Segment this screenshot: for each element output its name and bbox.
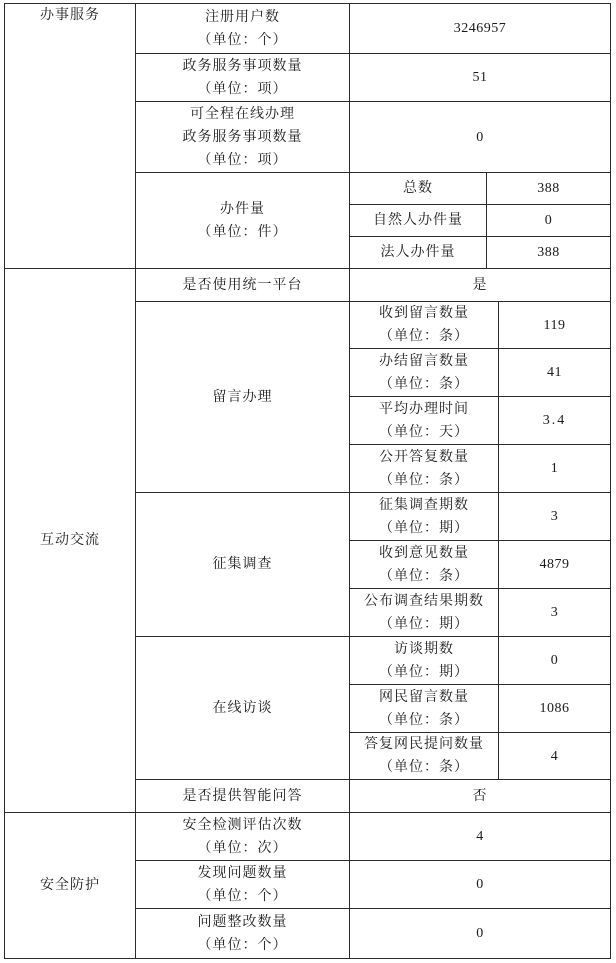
- smart-qa-value: 否: [472, 787, 488, 804]
- survey-periods-label: 征集调查期数 （单位：期）: [379, 496, 469, 536]
- online-items-value: 0: [476, 129, 484, 145]
- messages-group-label: 留言办理: [212, 388, 273, 405]
- online-items-label: 可全程在线办理 政务服务事项数量 （单位：项）: [182, 105, 303, 168]
- survey-results-value: 3: [550, 605, 559, 620]
- public-replies-value: 1: [550, 461, 559, 476]
- handling-total-value: 388: [537, 181, 560, 196]
- netizen-messages-value: 1086: [539, 701, 570, 716]
- evaluations-label: 安全检测评估次数 （单位：次）: [182, 816, 303, 856]
- interview-answers-label: 答复网民提问数量 （单位：条）: [364, 736, 484, 775]
- survey-group-label: 征集调查: [212, 556, 273, 572]
- issues-fixed-value: 0: [476, 926, 484, 941]
- interview-periods-value: 0: [550, 653, 559, 668]
- public-replies-label: 公开答复数量 （单位：条）: [379, 448, 469, 488]
- interview-periods-label: 访谈期数 （单位：期）: [379, 640, 469, 680]
- avg-time-value: 3.4: [542, 413, 567, 428]
- legal-person-label: 法人办件量: [380, 244, 456, 260]
- netizen-messages-label: 网民留言数量 （单位：条）: [379, 688, 469, 728]
- natural-person-value: 0: [544, 213, 553, 228]
- service-items-value: 51: [472, 70, 488, 85]
- unified-platform-label: 是否使用统一平台: [182, 276, 303, 293]
- messages-received-value: 119: [543, 317, 566, 333]
- unified-platform-value: 是: [472, 276, 488, 293]
- survey-opinions-value: 4879: [539, 557, 570, 572]
- section-interaction: 互动交流: [40, 532, 100, 548]
- survey-results-label: 公布调查结果期数 （单位：期）: [364, 592, 484, 632]
- avg-time-label: 平均办理时间 （单位：天）: [379, 400, 469, 440]
- interview-group-label: 在线访谈: [212, 699, 273, 716]
- survey-periods-value: 3: [550, 509, 559, 524]
- handling-label: 办件量 （单位：件）: [197, 200, 288, 240]
- messages-concluded-value: 41: [547, 365, 562, 380]
- survey-opinions-label: 收到意见数量 （单位：条）: [379, 544, 469, 584]
- evaluations-value: 4: [476, 829, 484, 844]
- issues-found-label: 发现问题数量 （单位：个）: [197, 864, 288, 904]
- handling-total-label: 总数: [403, 180, 433, 196]
- registered-users-value: 3246957: [453, 21, 507, 36]
- messages-received-label: 收到留言数量 （单位：条）: [379, 305, 469, 344]
- section-service: 办事服务: [40, 7, 100, 23]
- smart-qa-label: 是否提供智能问答: [182, 787, 303, 804]
- legal-person-value: 388: [537, 245, 560, 260]
- service-items-label: 政务服务事项数量 （单位：项）: [182, 57, 303, 97]
- issues-fixed-label: 问题整改数量 （单位：个）: [197, 913, 288, 953]
- issues-found-value: 0: [476, 877, 484, 892]
- natural-person-label: 自然人办件量: [373, 212, 463, 228]
- registered-users-label: 注册用户数 （单位：个）: [197, 8, 288, 48]
- interview-answers-value: 4: [550, 748, 559, 764]
- messages-concluded-label: 办结留言数量 （单位：条）: [379, 352, 469, 392]
- section-security: 安全防护: [40, 877, 100, 893]
